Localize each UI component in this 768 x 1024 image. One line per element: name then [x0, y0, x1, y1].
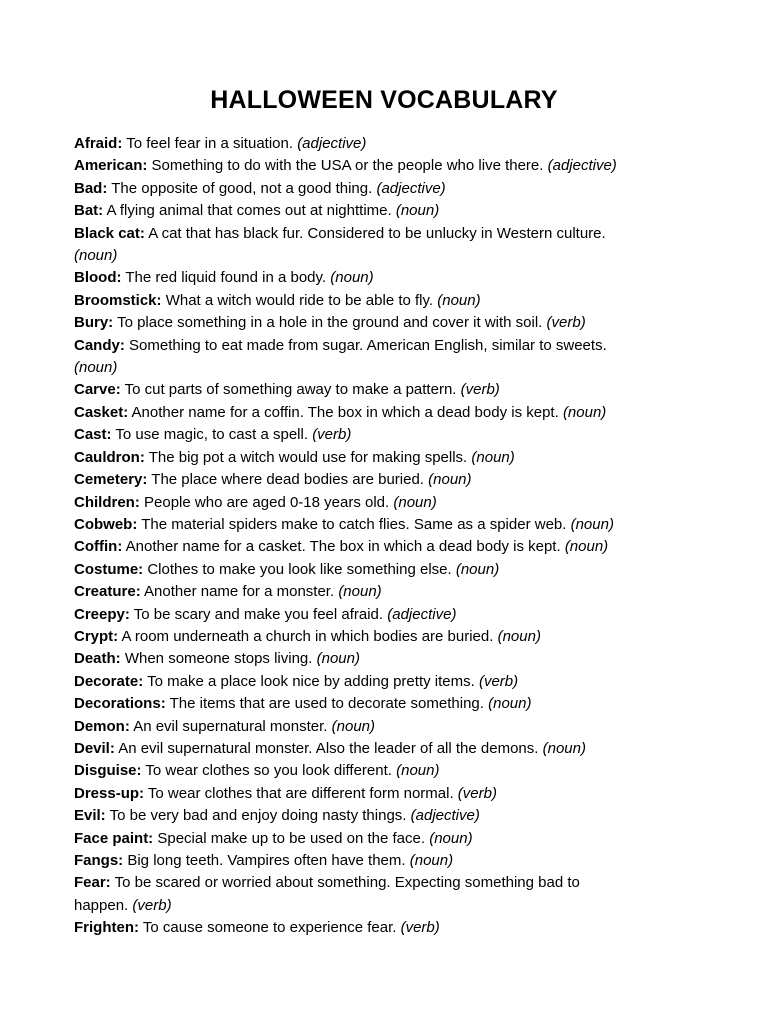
entry-term: Cobweb: — [74, 515, 138, 533]
entry-definition: People who are aged 0-18 years old. — [144, 493, 390, 511]
entry-definition: The red liquid found in a body. — [125, 269, 327, 287]
entry-definition: To be very bad and enjoy doing nasty things. — [109, 807, 407, 825]
list-item — [74, 536, 694, 558]
list-item — [74, 626, 694, 648]
entry-definition: To place something in a hole in the ground and cover it with soil. — [117, 314, 543, 332]
list-item — [74, 850, 694, 872]
entry-definition: Big long teeth. Vampires often have them. — [127, 852, 406, 869]
entry-term: Demon: — [74, 717, 130, 735]
list-item — [74, 872, 614, 917]
entry-definition: The items that are used to decorate something. — [169, 695, 484, 713]
entry-part-of-speech: (noun) — [331, 717, 375, 735]
entry-definition: When someone stops living. — [124, 650, 313, 668]
list-item — [74, 716, 694, 738]
entry-definition: To make a place look nice by adding pretty items. — [147, 672, 475, 690]
entry-part-of-speech: (verb) — [312, 426, 352, 444]
entry-part-of-speech: (noun) — [395, 202, 440, 220]
list-item — [74, 604, 694, 626]
entry-part-of-speech: (adjective) — [387, 605, 457, 623]
entry-part-of-speech: (noun) — [428, 471, 472, 489]
entry-definition: To use magic, to cast a spell. — [115, 426, 309, 444]
list-item — [74, 178, 694, 200]
entry-definition: An evil supernatural monster. Also the leader of all the demons. — [118, 739, 539, 757]
entry-part-of-speech: (noun) — [497, 627, 541, 645]
entry-part-of-speech: (noun) — [562, 403, 607, 421]
entry-part-of-speech: (verb) — [546, 314, 586, 332]
list-item — [74, 671, 694, 693]
entry-part-of-speech: (noun) — [437, 291, 481, 309]
entry-part-of-speech: (noun) — [393, 493, 437, 511]
entry-term: Bad: — [74, 179, 108, 197]
list-item — [74, 223, 614, 268]
list-item — [74, 805, 694, 827]
list-item — [74, 379, 694, 401]
entry-term: Broomstick: — [74, 291, 162, 309]
entry-term: Evil: — [74, 807, 106, 825]
vocabulary-list — [74, 133, 694, 940]
entry-term: Creepy: — [74, 605, 130, 623]
entry-term: Casket: — [74, 403, 129, 421]
entry-part-of-speech: (adjective) — [297, 135, 367, 152]
entry-term: Children: — [74, 493, 140, 511]
list-item — [74, 424, 694, 446]
list-item — [74, 828, 694, 850]
entry-part-of-speech: (adjective) — [376, 179, 446, 197]
entry-term: Carve: — [74, 381, 121, 399]
entry-part-of-speech: (noun) — [409, 852, 454, 869]
entry-part-of-speech: (noun) — [488, 695, 532, 713]
entry-part-of-speech: (noun) — [338, 583, 382, 601]
entry-part-of-speech: (verb) — [457, 784, 497, 802]
entry-definition: A flying animal that comes out at nighttime. — [106, 202, 392, 220]
list-item — [74, 200, 694, 222]
list-item — [74, 267, 694, 289]
entry-definition: Another name for a monster. — [144, 583, 335, 601]
list-item — [74, 133, 694, 155]
entry-term: Cast: — [74, 426, 112, 444]
entry-definition: Another name for a coffin. The box in which a dead body is kept. — [131, 403, 559, 421]
entry-term: Creature: — [74, 583, 141, 601]
entry-part-of-speech: (noun) — [74, 359, 118, 377]
entry-definition: The big pot a witch would use for making spells. — [148, 448, 468, 466]
entry-definition: To be scary and make you feel afraid. — [133, 605, 384, 623]
entry-definition: The opposite of good, not a good thing. — [111, 179, 373, 197]
entry-part-of-speech: (adjective) — [547, 157, 617, 175]
list-item — [74, 447, 694, 469]
list-item — [74, 335, 614, 380]
list-item — [74, 402, 694, 424]
list-item — [74, 581, 694, 603]
list-item — [74, 514, 694, 536]
entry-part-of-speech: (noun) — [396, 762, 440, 780]
list-item — [74, 492, 694, 514]
entry-definition: To cut parts of something away to make a pattern. — [124, 381, 457, 399]
list-item — [74, 312, 694, 334]
entry-definition: The place where dead bodies are buried. — [151, 471, 424, 489]
entry-definition: Clothes to make you look like something else. — [147, 560, 452, 578]
entry-term: Decorations: — [74, 695, 166, 713]
list-item — [74, 760, 694, 782]
entry-part-of-speech: (noun) — [542, 739, 586, 757]
entry-term: Blood: — [74, 269, 122, 287]
list-item — [74, 917, 694, 939]
entry-term: Costume: — [74, 560, 144, 578]
list-item — [74, 738, 694, 760]
entry-definition: To wear clothes so you look different. — [145, 762, 392, 780]
entry-definition: To wear clothes that are different form normal. — [147, 784, 454, 802]
list-item — [74, 559, 694, 581]
entry-definition: To cause someone to experience fear. — [142, 919, 397, 937]
list-item — [74, 693, 694, 715]
entry-term: Decorate: — [74, 672, 144, 690]
entry-definition: The material spiders make to catch flies. Same as a spider web. — [141, 515, 567, 533]
entry-part-of-speech: (noun) — [330, 269, 374, 287]
entry-term: Coffin: — [74, 538, 123, 556]
list-item — [74, 783, 694, 805]
entry-term: American: — [74, 157, 148, 175]
entry-definition: Something to eat made from sugar. American English, similar to sweets. — [129, 336, 607, 354]
entry-part-of-speech: (noun) — [429, 829, 473, 847]
entry-term: Cemetery: — [74, 471, 148, 489]
entry-part-of-speech: (noun) — [570, 515, 614, 533]
entry-term: Candy: — [74, 336, 125, 354]
entry-part-of-speech: (noun) — [316, 650, 360, 668]
list-item — [74, 155, 694, 177]
entry-term: Frighten: — [74, 919, 139, 937]
entry-term: Disguise: — [74, 762, 142, 780]
entry-term: Crypt: — [74, 627, 119, 645]
entry-part-of-speech: (verb) — [460, 381, 500, 399]
entry-term: Bury: — [74, 314, 114, 332]
entry-definition: A room underneath a church in which bodies are buried. — [121, 627, 494, 645]
entry-term: Fangs: — [74, 852, 124, 869]
entry-term: Black cat: — [74, 224, 145, 242]
entry-part-of-speech: (noun) — [471, 448, 515, 466]
entry-definition: An evil supernatural monster. — [133, 717, 328, 735]
entry-part-of-speech: (adjective) — [410, 807, 480, 825]
list-item — [74, 648, 694, 670]
entry-part-of-speech: (noun) — [455, 560, 500, 578]
entry-definition: Another name for a casket. The box in which a dead body is kept. — [125, 538, 561, 556]
page-title: HALLOWEEN VOCABULARY — [210, 86, 558, 114]
entry-term: Death: — [74, 650, 121, 668]
entry-part-of-speech: (noun) — [564, 538, 609, 556]
entry-definition: What a witch would ride to be able to fly. — [165, 291, 434, 309]
entry-term: Devil: — [74, 739, 115, 757]
entry-term: Dress-up: — [74, 784, 145, 802]
entry-part-of-speech: (noun) — [74, 247, 118, 265]
entry-term: Cauldron: — [74, 448, 145, 466]
entry-part-of-speech: (verb) — [400, 919, 440, 937]
entry-part-of-speech: (verb) — [478, 672, 519, 690]
entry-definition: A cat that has black fur. Considered to be unlucky in Western culture. — [148, 224, 606, 242]
entry-part-of-speech: (verb) — [132, 896, 172, 914]
entry-definition: Special make up to be used on the face. — [157, 829, 426, 847]
list-item — [74, 469, 694, 491]
entry-definition: To feel fear in a situation. — [126, 135, 294, 152]
entry-term: Fear: — [74, 874, 111, 892]
entry-term: Face paint: — [74, 829, 154, 847]
entry-definition: Something to do with the USA or the people who live there. — [151, 157, 544, 175]
entry-term: Bat: — [74, 202, 104, 220]
list-item — [74, 290, 694, 312]
entry-term: Afraid: — [74, 135, 123, 152]
entry-definition: To be scared or worried about something. Expecting something bad to happen. — [74, 874, 580, 914]
